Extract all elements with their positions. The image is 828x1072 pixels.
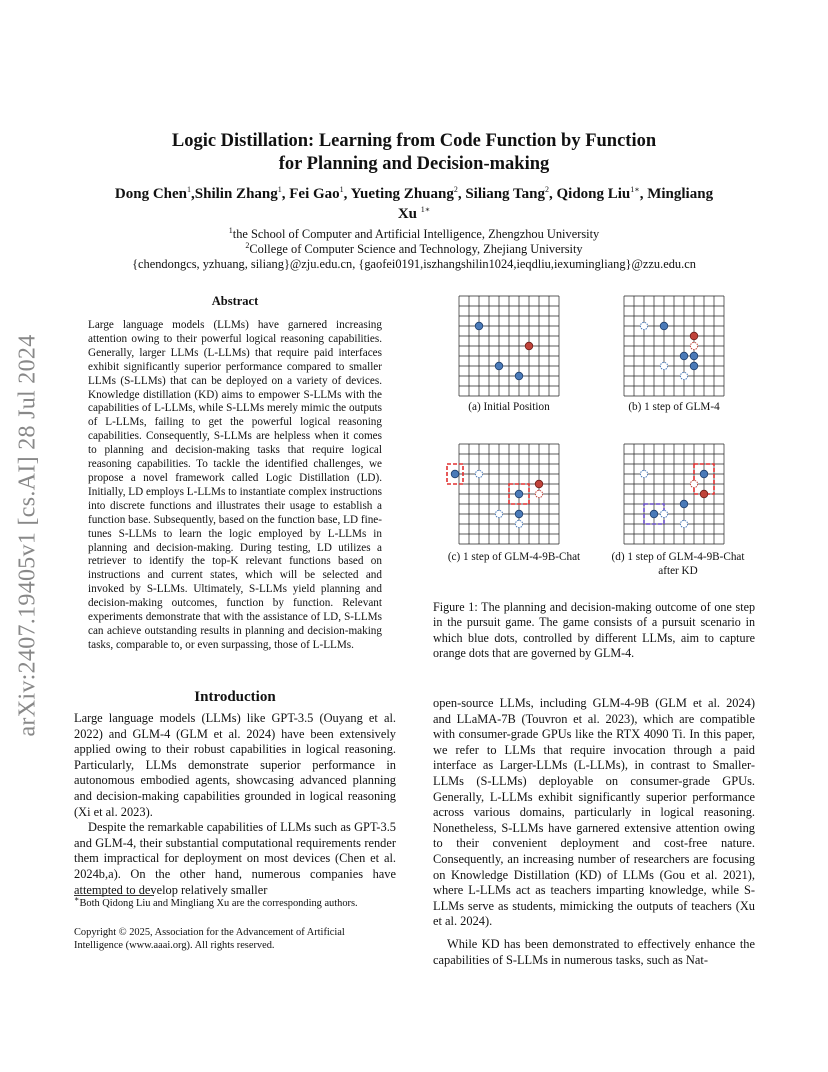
affiliation-text: College of Computer Science and Technology, Zhejiang University xyxy=(249,242,583,256)
author-affil-mark: 1∗ xyxy=(420,205,431,214)
previous-orange-position xyxy=(690,342,697,349)
affiliation-1 xyxy=(60,227,768,242)
previous-blue-position xyxy=(660,510,667,517)
figure-panel-c xyxy=(459,444,559,544)
orange-dot xyxy=(700,490,708,498)
author-affil-mark: 1 xyxy=(339,185,344,194)
author-affil-mark: 1 xyxy=(187,185,192,194)
author-name: , Mingliang xyxy=(639,186,714,202)
paper-title xyxy=(60,130,768,176)
author-line-2 xyxy=(60,204,768,224)
author-name: , Siliang Tang xyxy=(457,186,545,202)
figure-1-caption: Figure 1: The planning and decision-making outcome of one step in the pursuit game. The game consists of a pursuit scenario in which blue dots, controlled by different LLMs, aim to capture orange dots that are governed by GLM-4. xyxy=(433,600,755,661)
footnote-text: Both Qidong Liu and Mingliang Xu are the corresponding authors. xyxy=(79,898,358,909)
figure-panel-a xyxy=(459,296,559,396)
author-name: Dong Chen xyxy=(114,186,188,202)
introduction-heading: Introduction xyxy=(194,689,276,705)
blue-dot xyxy=(515,490,523,498)
author-affil-mark: 1 xyxy=(277,185,282,194)
blue-dot xyxy=(475,322,483,330)
previous-blue-position xyxy=(515,520,522,527)
affiliation-mark: 1 xyxy=(228,225,233,235)
abstract-body: Large language models (LLMs) have garnered increasing attention owing to their powerful logical reasoning capabilities. Generally, larger LLMs (L-LLMs) that require paid interfaces exhibit significantly superior performance compared to smaller LLMs (S-LLMs) that can be deployed on a variety of devices. Knowledge distillation (KD) aims to empower S-LLMs with the capabilities of L-LLMs, while S-LLMs merely mimic the outputs of L-LLMs, failing to get the powerful logical reasoning capabilities. Consequently, S-LLMs are helpless when it comes to planning and decision-making tasks that require logical reasoning capabilities. To tackle the identified challenges, we propose a novel framework called Logic Distillation (LD). Initially, LD employs L-LLMs to instantiate complex instructions into discrete functions and illustrates their usage to establish a function base. Subsequently, based on the function base, LD fine-tunes S-LLMs to learn the logic employed by L-LLMs in planning and decision-making. During testing, LD utilizes a retriever to identify the top-K relevant functions based on instructions and current states, which will be selected and invoked by S-LLMs. Ultimately, S-LLMs yield planning and decision-making outcomes, function by function. Relevant experiments demonstrate that with the assistance of LD, S-LLMs can achieve outstanding results in planning and decision-making tasks, comparable to, or even surpassing, those of L-LLMs. xyxy=(88,319,382,651)
affiliation-text: the School of Computer and Artificial Intelligence, Zhengzhou University xyxy=(232,227,600,241)
footnote xyxy=(74,894,396,911)
figure-panel-d xyxy=(624,444,724,544)
author-line-1 xyxy=(60,184,768,204)
intro-paragraph-4: While KD has been demonstrated to effectively enhance the capabilities of S-LLMs in numerous tasks, such as Nat- xyxy=(433,936,755,967)
arxiv-stamp-text: arXiv:2407.19405v1 [cs.AI] 28 Jul 2024 xyxy=(14,333,41,737)
previous-blue-position xyxy=(680,372,687,379)
previous-blue-position xyxy=(640,470,647,477)
orange-dot xyxy=(690,332,698,340)
affiliation-mark: 2 xyxy=(245,240,250,250)
author-name: Xu xyxy=(397,206,421,222)
blue-dot xyxy=(700,470,708,478)
blue-dot xyxy=(451,470,459,478)
left-column-body xyxy=(74,711,396,898)
affiliations xyxy=(60,227,768,272)
previous-orange-position xyxy=(535,490,542,497)
blue-dot xyxy=(650,510,658,518)
affiliation-2 xyxy=(60,242,768,257)
subcaption-b: (b) 1 step of GLM-4 xyxy=(628,401,720,413)
intro-paragraph-3: open-source LLMs, including GLM-4-9B (GLM et al. 2024) and LLaMA-7B (Touvron et al. 2023), which are compatible with consumer-grade GPUs like the RTX 4090 Ti. In this paper, we refer to LLMs that require invocation through a paid interface as Larger-LLMs (L-LLMs), in contrast to Smaller-LLMs (S-LLMs) deployable on consumer-grade GPUs. Generally, L-LLMs exhibit significantly superior performance across various domains, particularly in logical reasoning. Nonetheless, S-LLMs have garnered extensive attention owing to their convenient deployment and cost-free nature. Consequently, an increasing number of researchers are focusing on Knowledge Distillation (KD) of LLMs (Gou et al. 2021), where L-LLMs act as teachers imparting knowledge, while S-LLMs serve as students, mimicking the outputs of teachers (Xu et al. 2024). xyxy=(433,696,755,929)
author-list xyxy=(60,184,768,224)
subcaption-d xyxy=(598,550,758,578)
subcaption-a: (a) Initial Position xyxy=(468,401,550,413)
title-line-2: for Planning and Decision-making xyxy=(278,154,550,174)
footnote-mark: ∗ xyxy=(74,894,80,904)
previous-blue-position xyxy=(475,470,482,477)
previous-blue-position xyxy=(640,322,647,329)
intro-paragraph-1: Large language models (LLMs) like GPT-3.5 (Ouyang et al. 2022) and GLM-4 (GLM et al. 2024) have been extensively applied owing to their robust capabilities in logical reasoning. Particularly, LLMs demonstrate superior performance in autonomous embodied agents, showcasing advanced planning and decision-making capabilities grounded in logical reasoning (Xi et al. 2023). xyxy=(74,711,396,819)
footnote-rule xyxy=(74,895,154,896)
grid-lines xyxy=(624,296,724,396)
author-name: ,Shilin Zhang xyxy=(191,186,278,202)
grid-lines xyxy=(459,296,559,396)
subcaption-d-line-2: after KD xyxy=(658,565,698,577)
author-name: , Yueting Zhuang xyxy=(343,186,454,202)
title-line-1: Logic Distillation: Learning from Code Function by Function xyxy=(171,131,657,151)
intro-paragraph-2: Despite the remarkable capabilities of LLMs such as GPT-3.5 and GLM-4, their substantial computational requirements render them impractical for deployment on most devices (Chen et al. 2024b,a). On the other hand, numerous companies have attempted to develop relatively smaller xyxy=(74,820,396,897)
subcaption-d-line-1: (d) 1 step of GLM-4-9B-Chat xyxy=(611,551,745,563)
subcaption-c: (c) 1 step of GLM-4-9B-Chat xyxy=(447,551,581,563)
arxiv-stamp xyxy=(4,300,52,770)
blue-dot xyxy=(680,352,688,360)
abstract-heading: Abstract xyxy=(211,294,259,308)
blue-dot xyxy=(690,362,698,370)
author-affil-mark: 2 xyxy=(453,185,458,194)
author-affil-mark: 2 xyxy=(544,185,549,194)
author-name: , Qidong Liu xyxy=(548,186,631,202)
orange-dot xyxy=(535,480,543,488)
author-affil-mark: 1∗ xyxy=(630,185,640,194)
orange-dot xyxy=(525,342,533,350)
author-emails: {chendongcs, yzhuang, siliang}@zju.edu.cn, {gaofei0191,iszhangshilin1024,ieqdliu,iexumingliang}@zzu.edu.cn xyxy=(132,257,696,271)
previous-blue-position xyxy=(680,520,687,527)
blue-dot xyxy=(515,372,523,380)
previous-blue-position xyxy=(495,510,502,517)
figure-panel-b xyxy=(624,296,724,396)
blue-dot xyxy=(495,362,503,370)
author-name: , Fei Gao xyxy=(281,186,340,202)
blue-dot xyxy=(690,352,698,360)
blue-dot xyxy=(680,500,688,508)
previous-orange-position xyxy=(690,480,697,487)
right-column-body xyxy=(433,696,755,968)
blue-dot xyxy=(515,510,523,518)
previous-blue-position xyxy=(660,362,667,369)
blue-dot xyxy=(660,322,668,330)
copyright-notice: Copyright © 2025, Association for the Advancement of Artificial Intelligence (www.aaai.org). All rights reserved. xyxy=(74,927,345,951)
